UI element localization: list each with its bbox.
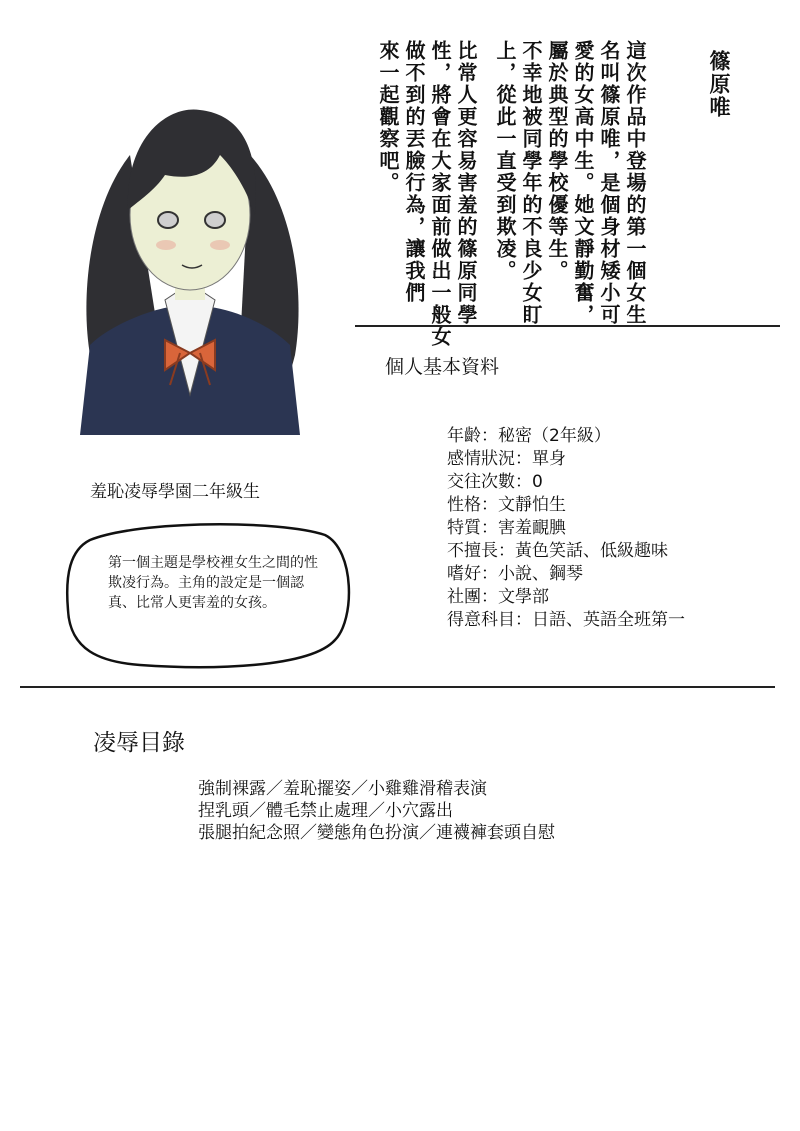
- contents-list: [198, 778, 555, 844]
- right-eye: [205, 212, 225, 228]
- profile-item: 感情狀況：單身: [447, 449, 566, 469]
- intro-column-5: 不幸地被同學年的不良少女盯: [519, 40, 543, 326]
- divider-top: [355, 325, 780, 327]
- profile-title: 個人基本資料: [385, 356, 500, 378]
- contents-item: 張腿拍紀念照／變態角色扮演／連襪褲套頭自慰: [198, 823, 555, 843]
- intro-column-10: 來一起觀察吧。: [376, 40, 400, 194]
- intro-column-2: 名叫篠原唯，是個身材矮小可: [597, 40, 621, 326]
- intro-column-6: 上，從此一直受到欺凌。: [493, 40, 517, 282]
- school-caption: 羞恥凌辱學園二年級生: [90, 482, 260, 502]
- intro-column-4: 屬於典型的學校優等生。: [545, 40, 569, 282]
- profile-item: 特質：害羞靦腆: [447, 518, 566, 538]
- left-eye: [158, 212, 178, 228]
- intro-column-3: 愛的女高中生。她文靜勤奮，: [571, 40, 595, 326]
- contents-item: 捏乳頭／體毛禁止處理／小穴露出: [198, 801, 453, 821]
- intro-column-9: 做不到的丟臉行為，讓我們: [402, 40, 426, 304]
- profile-item: 嗜好：小說、鋼琴: [447, 564, 583, 584]
- profile-item: 性格：文靜怕生: [447, 495, 566, 515]
- contents-title: 凌辱目錄: [93, 730, 185, 756]
- profile-item: 社團：文學部: [447, 587, 549, 607]
- profile-item: 年齡：秘密（2年級）: [447, 426, 611, 446]
- divider-bottom: [20, 686, 775, 688]
- profile-item: 得意科目：日語、英語全班第一: [447, 610, 685, 630]
- contents-item: 強制裸露／羞恥擺姿／小雞雞滑稽表演: [198, 779, 487, 799]
- character-portrait: [70, 95, 310, 455]
- bubble-text: 第一個主題是學校裡女生之間的性欺凌行為。主角的設定是一個認真、比常人更害羞的女孩。: [108, 555, 318, 611]
- intro-column-8: 性，將會在大家面前做出一般女: [428, 40, 452, 348]
- intro-column-1: 這次作品中登場的第一個女生: [623, 40, 647, 326]
- blush-left: [156, 240, 176, 250]
- character-name: 篠原唯: [707, 50, 731, 119]
- profile-item: 交往次數：0: [447, 472, 543, 492]
- profile-item: 不擅長：黃色笑話、低級趣味: [447, 541, 668, 561]
- profile-list: [447, 425, 685, 632]
- blush-right: [210, 240, 230, 250]
- intro-column-7: 比常人更容易害羞的篠原同學: [454, 40, 478, 326]
